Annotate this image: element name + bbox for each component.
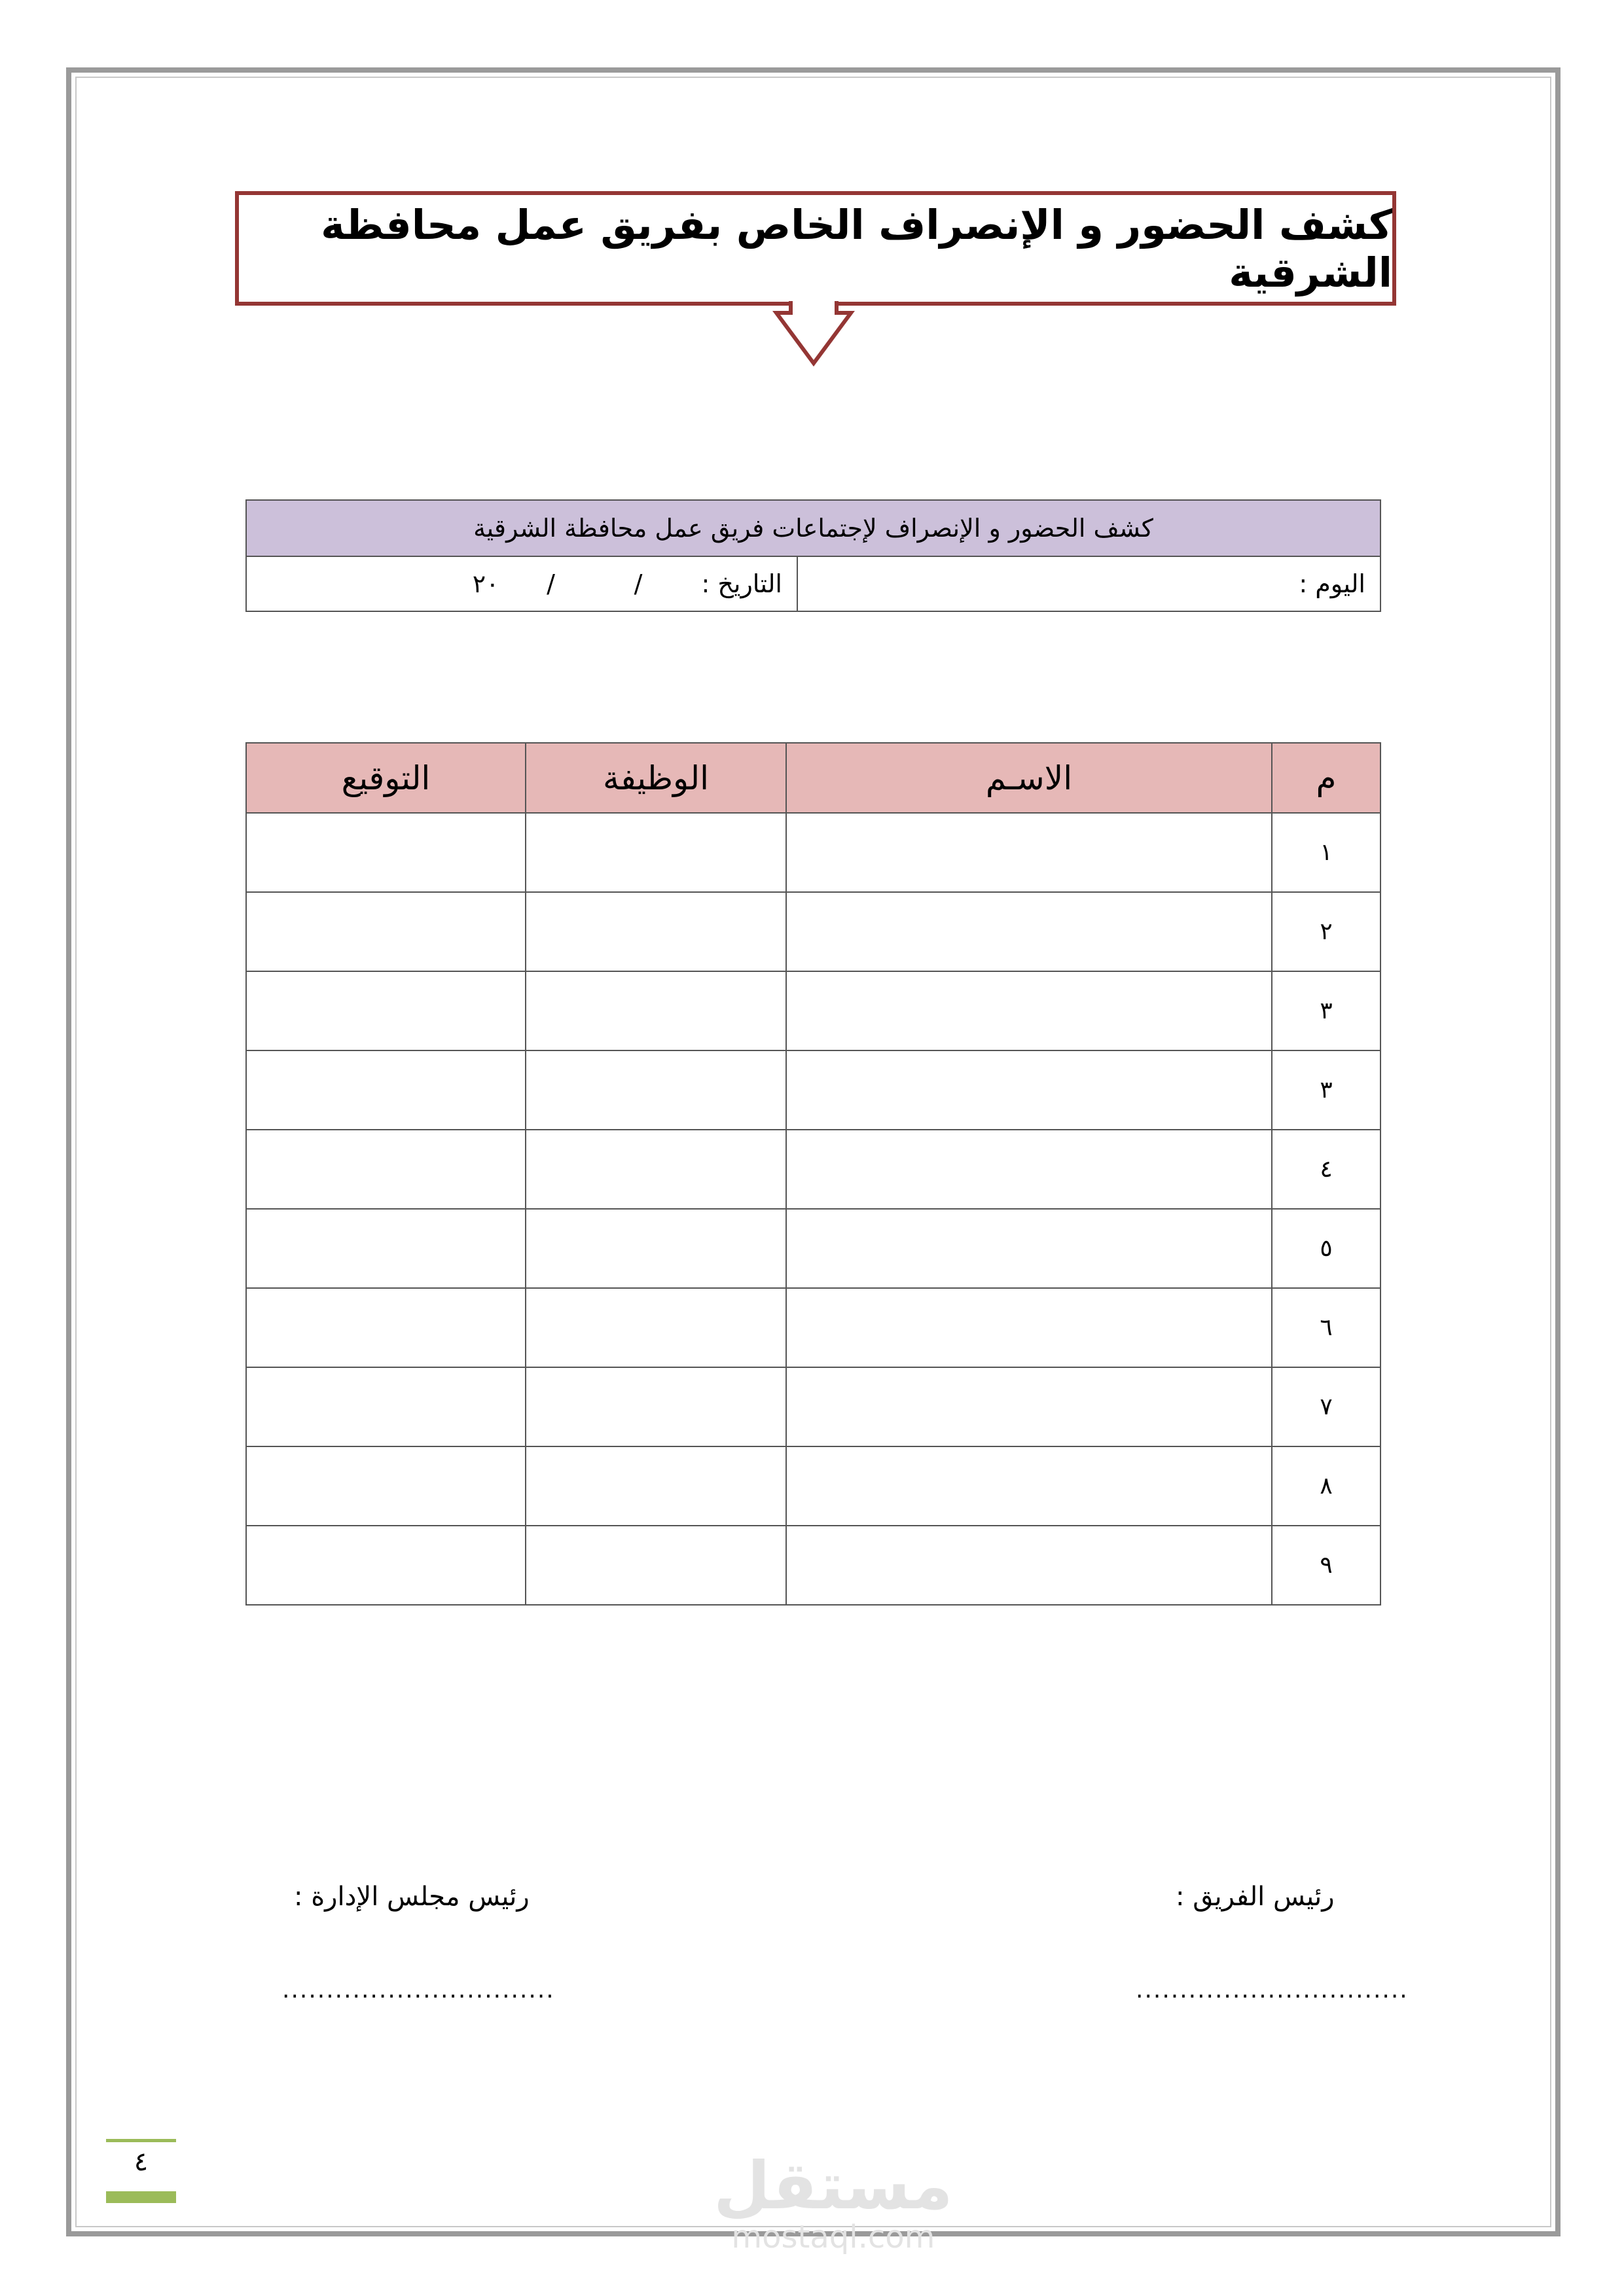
arrow-down-icon: [765, 301, 863, 367]
name-cell[interactable]: [786, 1446, 1272, 1526]
job-cell[interactable]: [526, 1367, 786, 1446]
board-head-signature-line[interactable]: ...............................: [282, 1977, 555, 2003]
job-cell[interactable]: [526, 1050, 786, 1130]
name-cell[interactable]: [786, 1050, 1272, 1130]
date-field[interactable]: [246, 556, 797, 611]
name-cell[interactable]: [786, 892, 1272, 971]
job-cell[interactable]: [526, 1526, 786, 1605]
col-header-job: الوظيفة: [526, 743, 786, 813]
signature-cell[interactable]: [246, 1288, 526, 1367]
name-cell[interactable]: [786, 1526, 1272, 1605]
table-row: [246, 1446, 1380, 1526]
info-table: [245, 499, 1381, 612]
watermark-en: mostaql.com: [731, 2219, 935, 2255]
team-head-signature-line[interactable]: ...............................: [1136, 1977, 1409, 2003]
table-row: [246, 1367, 1380, 1446]
row-number: ٦: [1272, 1288, 1380, 1367]
table-row: [246, 1526, 1380, 1605]
col-header-name: الاسـم: [786, 743, 1272, 813]
info-table-header: كشف الحضور و الإنصراف لإجتماعات فريق عمل محافظة الشرقية: [246, 500, 1380, 556]
row-number: ١: [1272, 813, 1380, 892]
board-head-label: رئيس مجلس الإدارة :: [294, 1882, 530, 1912]
table-row: [246, 1050, 1380, 1130]
page-title: كشف الحضور و الإنصراف الخاص بفريق عمل محافظة الشرقية: [235, 191, 1396, 306]
signature-cell[interactable]: [246, 1130, 526, 1209]
day-field[interactable]: [797, 556, 1380, 611]
col-header-signature: التوقيع: [246, 743, 526, 813]
name-cell[interactable]: [786, 1288, 1272, 1367]
date-label: التاريخ :: [701, 569, 782, 598]
job-cell[interactable]: [526, 971, 786, 1050]
row-number: ٥: [1272, 1209, 1380, 1288]
signature-cell[interactable]: [246, 971, 526, 1050]
name-cell[interactable]: [786, 971, 1272, 1050]
page-number: ٤: [134, 2147, 149, 2177]
signature-cell[interactable]: [246, 1526, 526, 1605]
name-cell[interactable]: [786, 1209, 1272, 1288]
row-number: ٢: [1272, 892, 1380, 971]
job-cell[interactable]: [526, 1288, 786, 1367]
job-cell[interactable]: [526, 1446, 786, 1526]
table-row: [246, 1209, 1380, 1288]
table-row: [246, 1288, 1380, 1367]
row-number: ٣: [1272, 1050, 1380, 1130]
row-number: ٣: [1272, 971, 1380, 1050]
table-row: [246, 1130, 1380, 1209]
signature-cell[interactable]: [246, 892, 526, 971]
signature-cell[interactable]: [246, 1209, 526, 1288]
page-number-bottom-bar: [106, 2191, 176, 2203]
name-cell[interactable]: [786, 813, 1272, 892]
row-number: ٨: [1272, 1446, 1380, 1526]
table-row: [246, 813, 1380, 892]
row-number: ٧: [1272, 1367, 1380, 1446]
table-row: [246, 971, 1380, 1050]
signature-cell[interactable]: [246, 1446, 526, 1526]
job-cell[interactable]: [526, 1209, 786, 1288]
team-head-label: رئيس الفريق :: [1176, 1882, 1335, 1912]
job-cell[interactable]: [526, 892, 786, 971]
row-number: ٤: [1272, 1130, 1380, 1209]
col-header-number: م: [1272, 743, 1380, 813]
watermark-logo: [713, 2147, 953, 2255]
watermark-ar: مستقل: [713, 2147, 953, 2224]
attendance-table: [245, 742, 1381, 1605]
date-template: / / ٢٠: [472, 569, 643, 598]
name-cell[interactable]: [786, 1130, 1272, 1209]
signature-cell[interactable]: [246, 813, 526, 892]
day-label: اليوم :: [1299, 569, 1365, 598]
page-number-top-rule: [106, 2139, 176, 2142]
signature-cell[interactable]: [246, 1367, 526, 1446]
row-number: ٩: [1272, 1526, 1380, 1605]
signature-cell[interactable]: [246, 1050, 526, 1130]
job-cell[interactable]: [526, 1130, 786, 1209]
job-cell[interactable]: [526, 813, 786, 892]
name-cell[interactable]: [786, 1367, 1272, 1446]
table-row: [246, 892, 1380, 971]
